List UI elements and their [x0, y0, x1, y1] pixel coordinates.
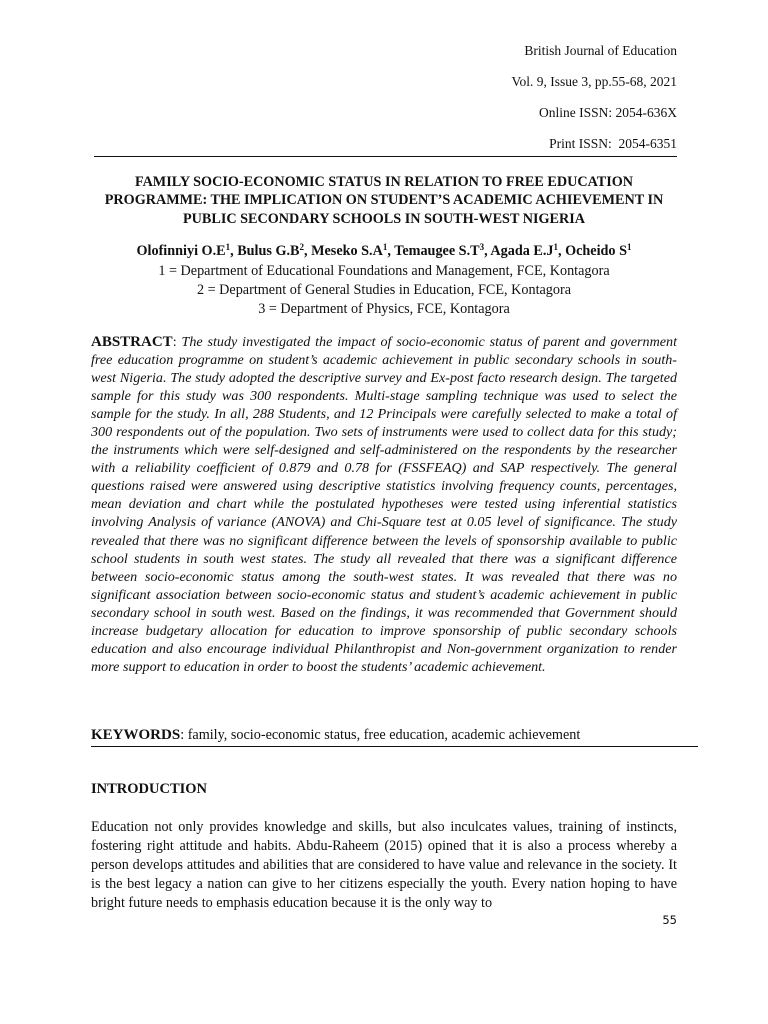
author: Agada $E.J^1$, — [490, 242, 566, 259]
affiliation-1: 1 = Department of Educational Foundations and Management, FCE, Kontagora — [158, 263, 610, 279]
keywords-separator: : — [180, 727, 188, 743]
author-list — [90, 243, 678, 260]
author: Temaugee $S.T^3$, — [394, 242, 491, 259]
paper-title: FAMILY SOCIO-ECONOMIC STATUS IN RELATION TO FREE EDUCATION PROGRAMME: THE IMPLICATION ON STUDENT’S ACADEMIC ACHIEVEMENT IN PUBLIC SECONDARY SCHOOLS IN SOUTH-WEST NIGERIA — [104, 174, 664, 227]
header-divider — [94, 156, 677, 157]
author: Ocheido $S^1$ — [565, 242, 632, 259]
affiliations — [90, 262, 678, 319]
abstract-label: ABSTRACT — [91, 334, 173, 350]
online-issn: Online ISSN: 2054-636X — [539, 105, 677, 120]
keywords-divider — [91, 746, 698, 747]
author: Meseko $S.A^1$, — [311, 242, 395, 259]
author: Bulus $G.B^2$, — [237, 242, 312, 259]
keywords-label: KEYWORDS — [91, 727, 181, 743]
print-issn: Print ISSN: 2054-6351 — [549, 136, 677, 151]
affiliation-2: 2 = Department of General Studies in Education, FCE, Kontagora — [196, 282, 572, 298]
abstract-text: The study investigated the impact of socio-economic status of parent and government free education programme on student’s academic achievement in public secondary schools in south-west Nigeria. The study adopted the descriptive survey and Ex-post facto research design. The targeted sample for this study was 300 respondents. Multi-stage sampling technique was used to select the sample for the study. In all, 288 Students, and 12 Principals were carefully selected to make a total of 300 respondents out of the population. Two sets of instruments were used to collect data for this study; the instruments which were self-designed and self-administered on the respondents by the researcher with a reliability coefficient of 0.879 and 0.78 for (FSSFEAQ) and SAP respectively. The general questions raised were answered using descriptive statistics involving frequency counts, percentages, mean deviation and chart while the postulated hypotheses were tested using inferential statistics involving Analysis of variance (ANOVA) and Chi-Square test at 0.05 level of significance. The study revealed that there was no significant difference between the levels of sponsorship available to public school students in south west states. The study all revealed that there was a significant difference between socio-economic status among the south-west states. It was revealed that there was no significant association between socio-economic status and student’s academic achievement in public secondary school in south west. Based on the findings, it was recommended that Government should increase budgetary allocation for education to improve sponsorship of public secondary schools education and also encourage individual Philanthropist and Non-government organization to render more support to education in order to boost the students’ academic achievement. — [91, 334, 677, 675]
journal-header — [511, 44, 677, 168]
journal-volume: Vol. 9, Issue 3, pp.55-68, 2021 — [511, 74, 677, 89]
affiliation-3: 3 = Department of Physics, FCE, Kontagora — [258, 301, 510, 317]
abstract-section — [91, 333, 677, 676]
introduction-text: Education not only provides knowledge and skills, but also inculcates values, training of instincts, fostering right attitude and habits. Abdu-Raheem (2015) opined that it is also a process whereby a person develops attitudes and abilities that are considered to have value and relevance in the society. It is the best legacy a nation can give to her citizens especially the youth. Every nation hoping to have bright future needs to emphasis education because it is the only way to — [91, 819, 677, 911]
abstract-separator: : — [172, 334, 182, 350]
journal-name: British Journal of Education — [524, 43, 677, 58]
keywords-section — [91, 726, 677, 745]
author: Olofinniyi $O.E^1$, — [136, 242, 238, 259]
page-number: 55 — [662, 913, 677, 927]
keywords-text: family, socio-economic status, free education, academic achievement — [187, 727, 581, 743]
introduction-heading: INTRODUCTION — [91, 781, 208, 797]
